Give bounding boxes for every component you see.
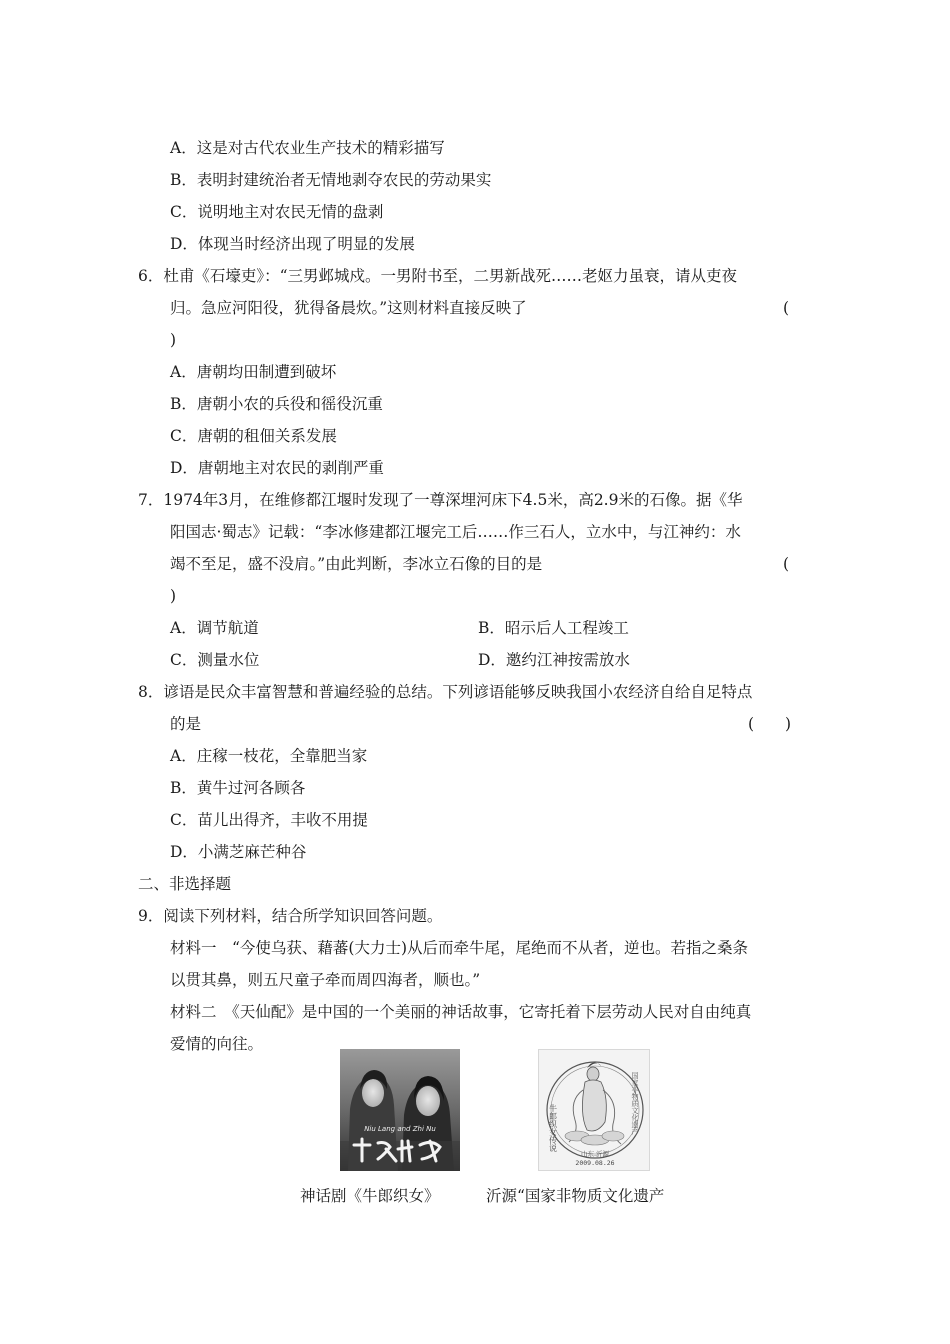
q7-stem-line3: 竭不至足，盛不没肩。”由此判断，李冰立石像的目的是 — [170, 555, 543, 573]
q9-material2-line2: 爱情的向往。 — [170, 1035, 264, 1053]
caption-drama: 神话剧《牛郎织女》 — [300, 1187, 440, 1205]
q9-material1-line1: 材料一 “今使乌获、藉蕃(大力士)从后而牵牛尾，尾绝而不从者，逆也。若指之桑条 — [170, 939, 749, 957]
q6-answer-paren-close: ) — [170, 331, 177, 349]
q6-stem-line1: 6．杜甫《石壕吏》：“三男邺城戍。一男附书至，二男新战死……老妪力虽衰，请从吏夜 — [138, 267, 738, 285]
commemorative-stamp-image — [538, 1049, 650, 1171]
q9-material2-line1: 材料二 《天仙配》是中国的一个美丽的神话故事，它寄托着下层劳动人民对自由纯真 — [170, 1003, 752, 1021]
q8-option-c: C．苗儿出得齐，丰收不用提 — [170, 811, 368, 829]
q5-option-d: D．体现当时经济出现了明显的发展 — [170, 235, 415, 253]
drama-poster-image — [340, 1049, 460, 1171]
q6-option-b: B．唐朝小农的兵役和徭役沉重 — [170, 395, 383, 413]
stamp-edge-text: 国家非物质文化遗产 — [631, 1072, 639, 1135]
q8-stem-line2: 的是 — [170, 715, 202, 733]
q9-material1-line2: 以贯其鼻，则五尺童子牵而周四海者，顺也。” — [170, 971, 481, 989]
q8-stem-line1: 8．谚语是民众丰富智慧和普遍经验的总结。下列谚语能够反映我国小农经济自给自足特点 — [138, 683, 753, 701]
q6-option-d: D．唐朝地主对农民的剥削严重 — [170, 459, 384, 477]
q8-option-b: B．黄牛过河各顾各 — [170, 779, 306, 797]
q6-option-a: A．唐朝均田制遭到破坏 — [170, 363, 337, 381]
caption-stamp: 沂源“国家非物质文化遗产 — [486, 1187, 665, 1205]
q7-stem-line1: 7．1974年3月，在维修都江堰时发现了一尊深埋河床下4.5米，高2.9米的石像。据《华 — [138, 491, 743, 509]
stamp-graphic — [539, 1050, 650, 1171]
poster-title-text: Niu Lang and Zhi Nu — [364, 1125, 436, 1133]
stamp-side-text: 牛郎织女传说 — [548, 1104, 558, 1152]
stamp-date-text: 2009.08.26 — [575, 1159, 615, 1167]
drama-poster-graphic — [340, 1049, 460, 1171]
q6-stem-line2: 归。急应河阳役，犹得备晨炊。”这则材料直接反映了 — [170, 299, 527, 317]
q9-stem: 9．阅读下列材料，结合所学知识回答问题。 — [138, 907, 443, 925]
section-heading: 二、非选择题 — [138, 875, 232, 893]
q7-answer-paren-close: ) — [170, 587, 177, 605]
q7-option-a: A．调节航道 — [170, 619, 259, 637]
q5-option-a: A．这是对古代农业生产技术的精彩描写 — [170, 139, 445, 157]
q5-option-b: B．表明封建统治者无情地剥夺农民的劳动果实 — [170, 171, 492, 189]
q8-answer-paren: ( ) — [748, 715, 792, 733]
q7-option-d: D．邀约江神按需放水 — [478, 651, 630, 669]
q5-option-c: C．说明地主对农民无情的盘剥 — [170, 203, 384, 221]
q7-answer-paren-open: ( — [783, 555, 790, 573]
q7-stem-line2: 阳国志·蜀志》记载：“李冰修建都江堰完工后……作三石人，立水中，与江神约：水 — [170, 523, 741, 541]
q8-option-a: A．庄稼一枝花，全靠肥当家 — [170, 747, 368, 765]
q6-option-c: C．唐朝的租佃关系发展 — [170, 427, 337, 445]
q7-option-b: B．昭示后人工程竣工 — [478, 619, 629, 637]
q8-option-d: D．小满芝麻芒种谷 — [170, 843, 307, 861]
stamp-location-text: 山东.沂源 — [580, 1150, 610, 1158]
q6-answer-paren-open: ( — [783, 299, 790, 317]
q7-option-c: C．测量水位 — [170, 651, 260, 669]
